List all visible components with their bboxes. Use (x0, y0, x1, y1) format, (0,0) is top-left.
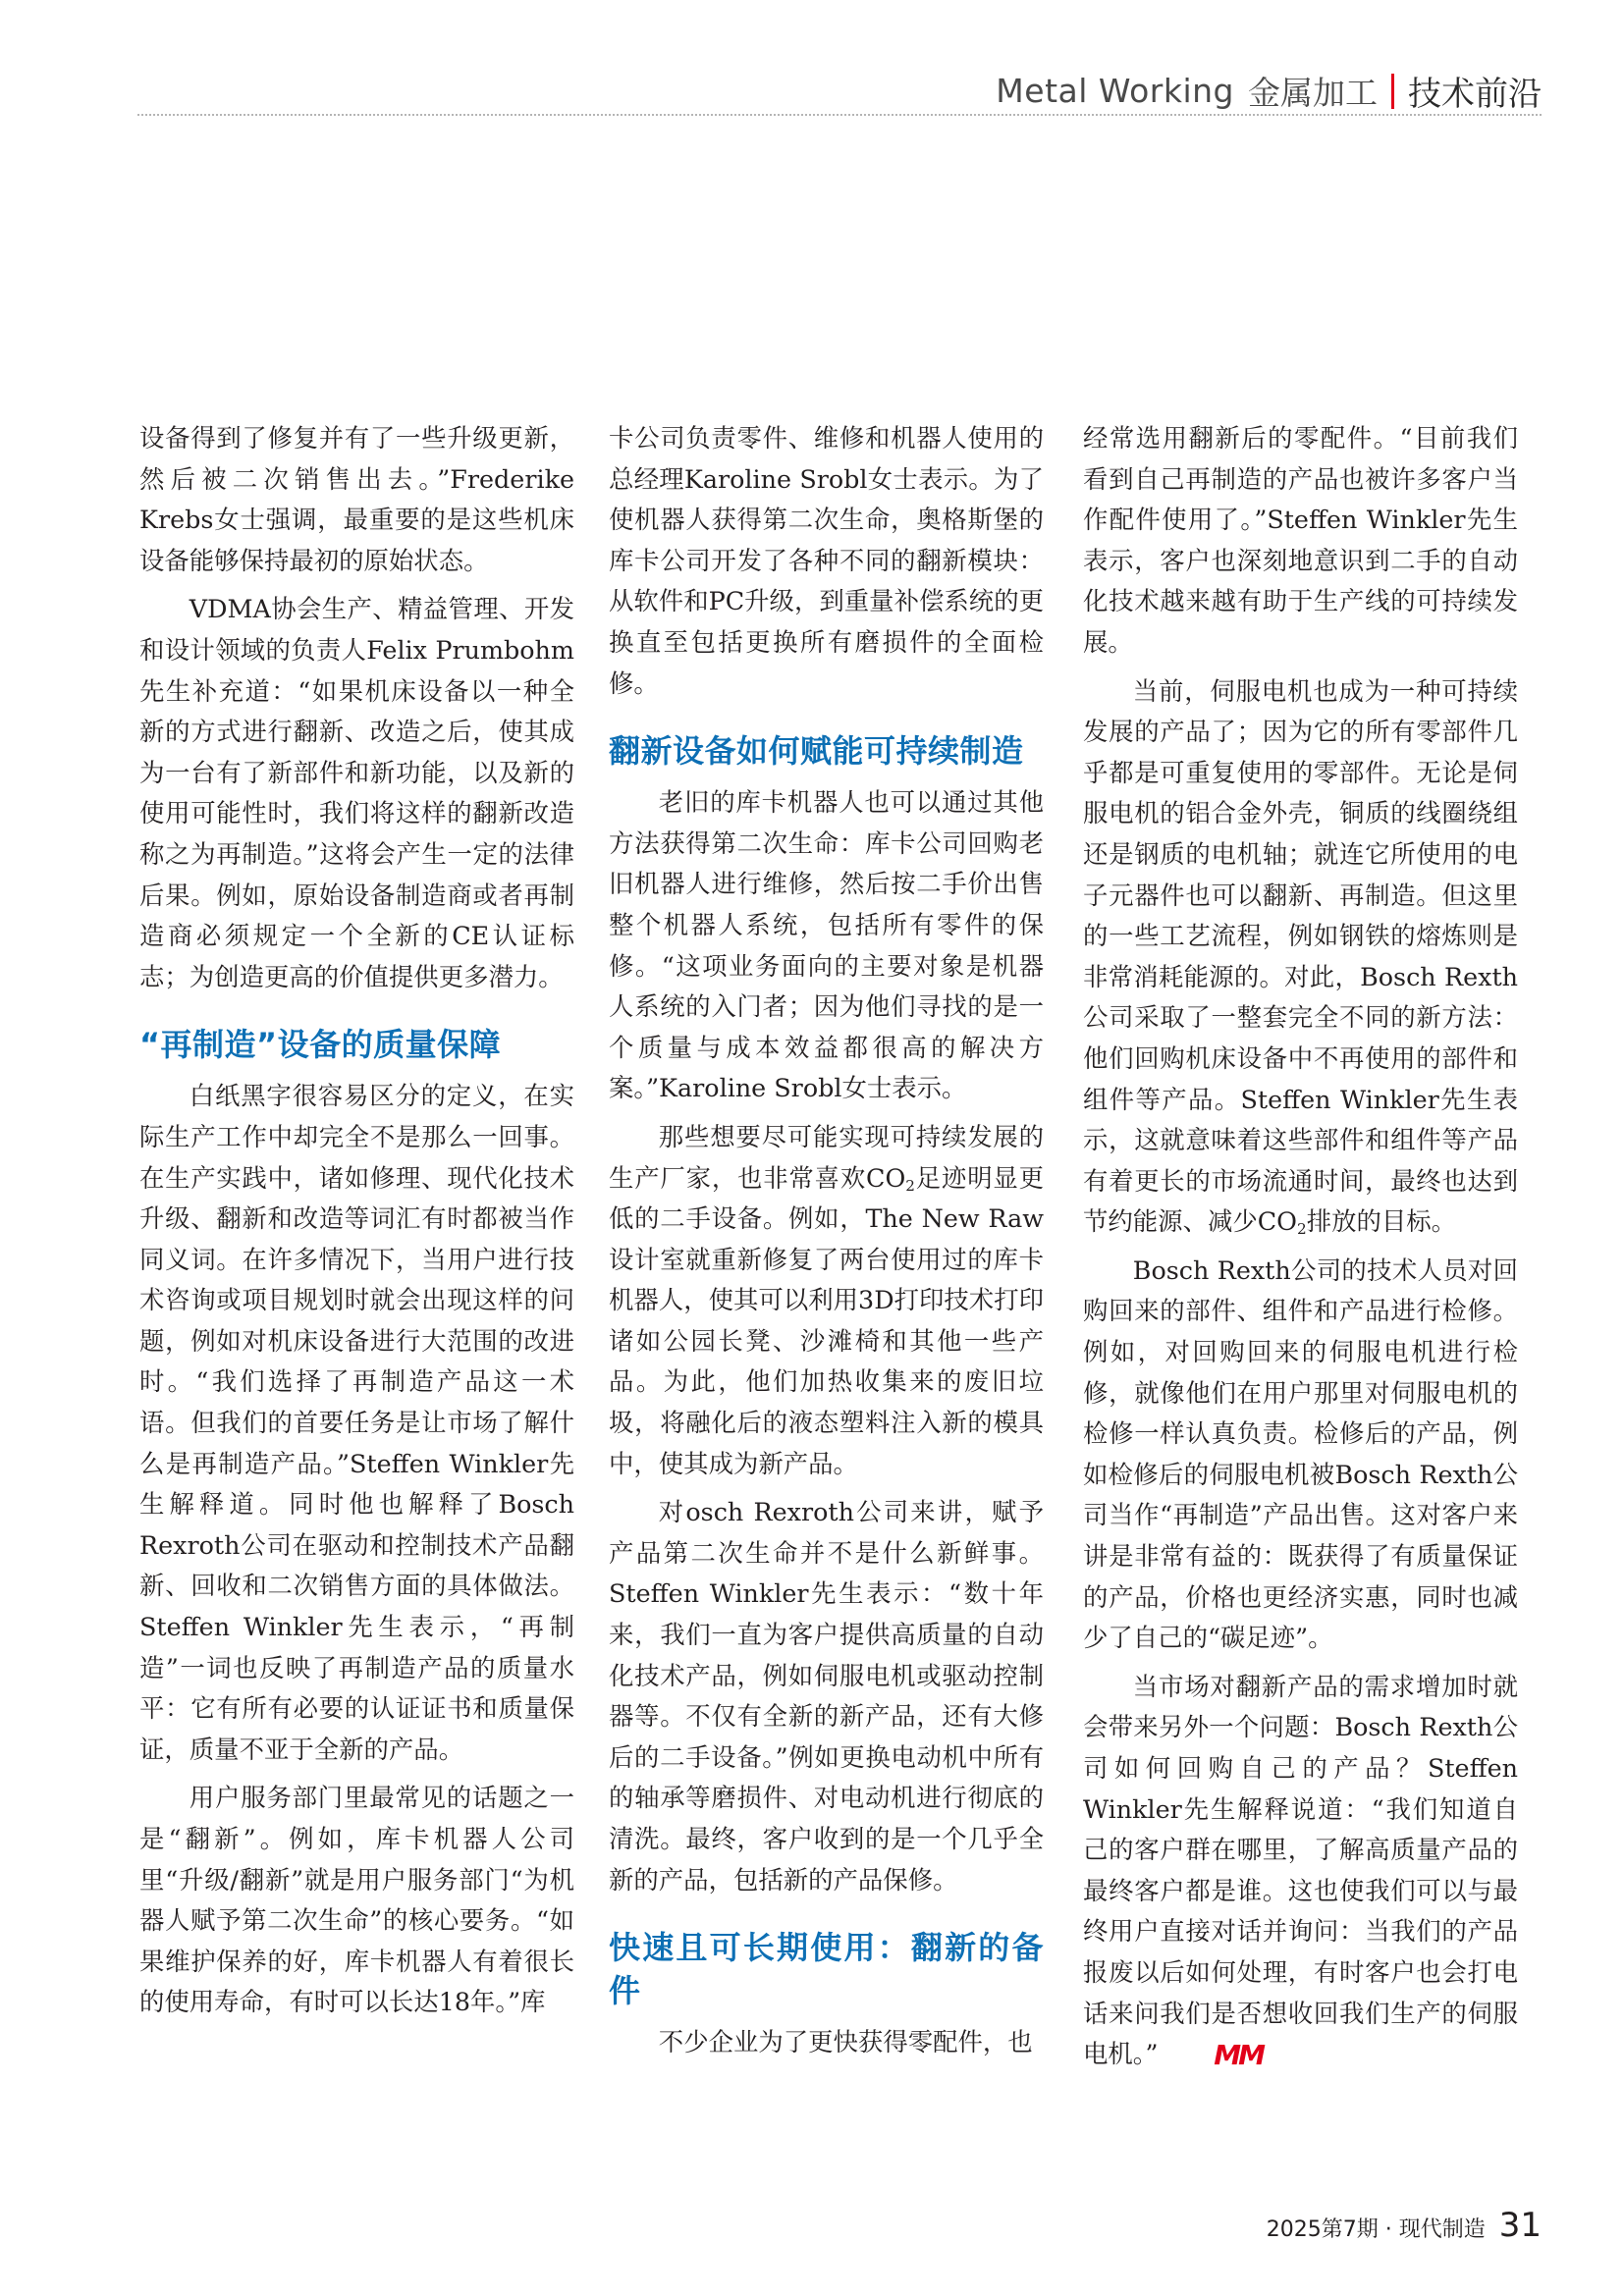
body-paragraph: 卡公司负责零件、维修和机器人使用的总经理Karoline Srobl女士表示。为了使机器人获得第二次生命，奥格斯堡的库卡公司开发了各种不同的翻新模块：从软件和PC升级，到重量补偿系统的更换直至包括更换所有磨损件的全面检修。 (609, 423, 1044, 698)
body-paragraph: 用户服务部门里最常见的话题之一是“翻新”。例如，库卡机器人公司里“升级/翻新”就是用户服务部门“为机器人赋予第二次生命”的核心要务。“如果维护保养的好，库卡机器人有着很长的使用寿命，有时可以长达18年。”库 (139, 1783, 574, 2017)
body-paragraph: VDMA协会生产、精益管理、开发和设计领域的负责人Felix Prumbohm先生补充道：“如果机床设备以一种全新的方式进行翻新、改造之后，使其成为一台有了新部件和新功能，以及新的使用可能性时，我们将这样的翻新改造称之为再制造。”这将会产生一定的法律后果。例如，原始设备制造商或者再制造商必须规定一个全新的CE认证标志；为创造更高的价值提供更多潜力。 (139, 594, 574, 991)
section-title-cn: 金属加工 (1248, 74, 1378, 112)
page-footer (1267, 2206, 1542, 2245)
text-column-1 (139, 418, 574, 2031)
body-paragraph: 经常选用翻新后的零配件。“目前我们看到自己再制造的产品也被许多客户当作配件使用了。”Steffen Winkler先生表示，客户也深刻地意识到二手的自动化技术越来越有助于生产线的可持续发展。 (1083, 423, 1518, 657)
body-paragraph: 对osch Rexroth公司来讲，赋予产品第二次生命并不是什么新鲜事。Steffen Winkler先生表示：“数十年来，我们一直为客户提供高质量的自动化技术产品，例如伺服电机或驱动控制器等。不仅有全新的新产品，还有大修后的二手设备。”例如更换电动机中所有的轴承等磨损件、对电动机进行彻底的清洗。最终，客户收到的是一个几乎全新的产品，包括新的产品保修。 (609, 1497, 1044, 1895)
body-paragraph: 白纸黑字很容易区分的定义，在实际生产工作中却完全不是那么一回事。在生产实践中，诸如修理、现代化技术升级、翻新和改造等词汇有时都被当作同义词。在许多情况下，当用户进行技术咨询或项目规划时就会出现这样的问题，例如对机床设备进行大范围的改进时。“我们选择了再制造产品这一术语。但我们的首要任务是让市场了解什么是再制造产品。”Steffen Winkler先生解释道。同时他也解释了Bosch Rexroth公司在驱动和控制技术产品翻新、回收和二次销售方面的具体做法。Steffen Winkler先生表示，“再制造”一词也反映了再制造产品的质量水平：它有所有必要的认证证书和质量保证，质量不亚于全新的产品。 (139, 1081, 574, 1764)
body-paragraph: 老旧的库卡机器人也可以通过其他方法获得第二次生命：库卡公司回购老旧机器人进行维修，然后按二手价出售整个机器人系统，包括所有零件的保修。“这项业务面向的主要对象是机器人系统的入门者；因为他们寻找的是一个质量与成本效益都很高的解决方案。”Karoline Srobl女士表示。 (609, 787, 1044, 1103)
issue-label: 2025第7期 · 现代制造 (1266, 2217, 1486, 2242)
section-heading: 快速且可长期使用：翻新的备件 (609, 1929, 1044, 2010)
body-paragraph: 那些想要尽可能实现可持续发展的生产厂家，也非常喜欢$CO_2$足迹明显更低的二手设备。例如，The New Raw设计室就重新修复了两台使用过的库卡机器人，使其可以利用3D打印技术打印诸如公园长凳、沙滩椅和其他一些产品。为此，他们加热收集来的废旧垃圾，将融化后的液态塑料注入新的模具中，使其成为新产品。 (609, 1121, 1044, 1478)
section-heading: 翻新设备如何赋能可持续制造 (609, 732, 1024, 771)
body-paragraph: Bosch Rexth公司的技术人员对回购回来的部件、组件和产品进行检修。例如，对回购回来的伺服电机进行检修，就像他们在用户那里对伺服电机的检修一样认真负责。检修后的产品，例如检修后的伺服电机被Bosch Rexth公司当作“再制造”产品出售。这对客户来讲是非常有益的：既获得了有质量保证的产品，价格也更经济实惠，同时也减少了自己的“碳足迹”。 (1083, 1255, 1518, 1653)
body-paragraph: 当市场对翻新产品的需求增加时就会带来另外一个问题：Bosch Rexth公司如何回购自己的产品？Steffen Winkler先生解释说道：“我们知道自己的客户群在哪里，了解高质量产品的最终客户都是谁。这也使我们可以与最终用户直接对话并询问：当我们的产品报废以后如何处理，有时客户也会打电话来问我们是否想收回我们生产的伺服电机。” MM (1083, 1671, 1518, 2072)
text-column-3 (1083, 418, 1518, 2083)
header-separator (1391, 74, 1394, 109)
body-paragraph: 当前，伺服电机也成为一种可持续发展的产品了；因为它的所有零部件几乎都是可重复使用的零部件。无论是伺服电机的铝合金外壳，铜质的线圈绕组还是钢质的电机轴；就连它所使用的电子元器件也可以翻新、再制造。但这里的一些工艺流程，例如钢铁的熔炼则是非常消耗能源的。对此，Bosch Rexth公司采取了一整套完全不同的新方法：他们回购机床设备中不再使用的部件和组件等产品。Steffen Winkler先生表示，这就意味着这些部件和组件等产品有着更长的市场流通时间，最终也达到节约能源、减少$CO_2$排放的目标。 (1083, 675, 1518, 1239)
header-dotted-rule (137, 114, 1542, 116)
page-number: 31 (1498, 2206, 1542, 2245)
text-column-2 (609, 418, 1044, 2071)
section-title-en: Metal Working (996, 72, 1234, 110)
body-paragraph: 不少企业为了更快获得零配件，也 (658, 2027, 1033, 2057)
mm-end-mark-logo: MM (1214, 2039, 1263, 2072)
section-category: 技术前沿 (1408, 75, 1542, 114)
section-heading: “再制造”设备的质量保障 (139, 1026, 502, 1064)
body-paragraph: 设备得到了修复并有了一些升级更新，然后被二次销售出去。”Frederike Krebs女士强调，最重要的是这些机床设备能够保持最初的原始状态。 (139, 423, 574, 575)
running-header (996, 67, 1542, 115)
